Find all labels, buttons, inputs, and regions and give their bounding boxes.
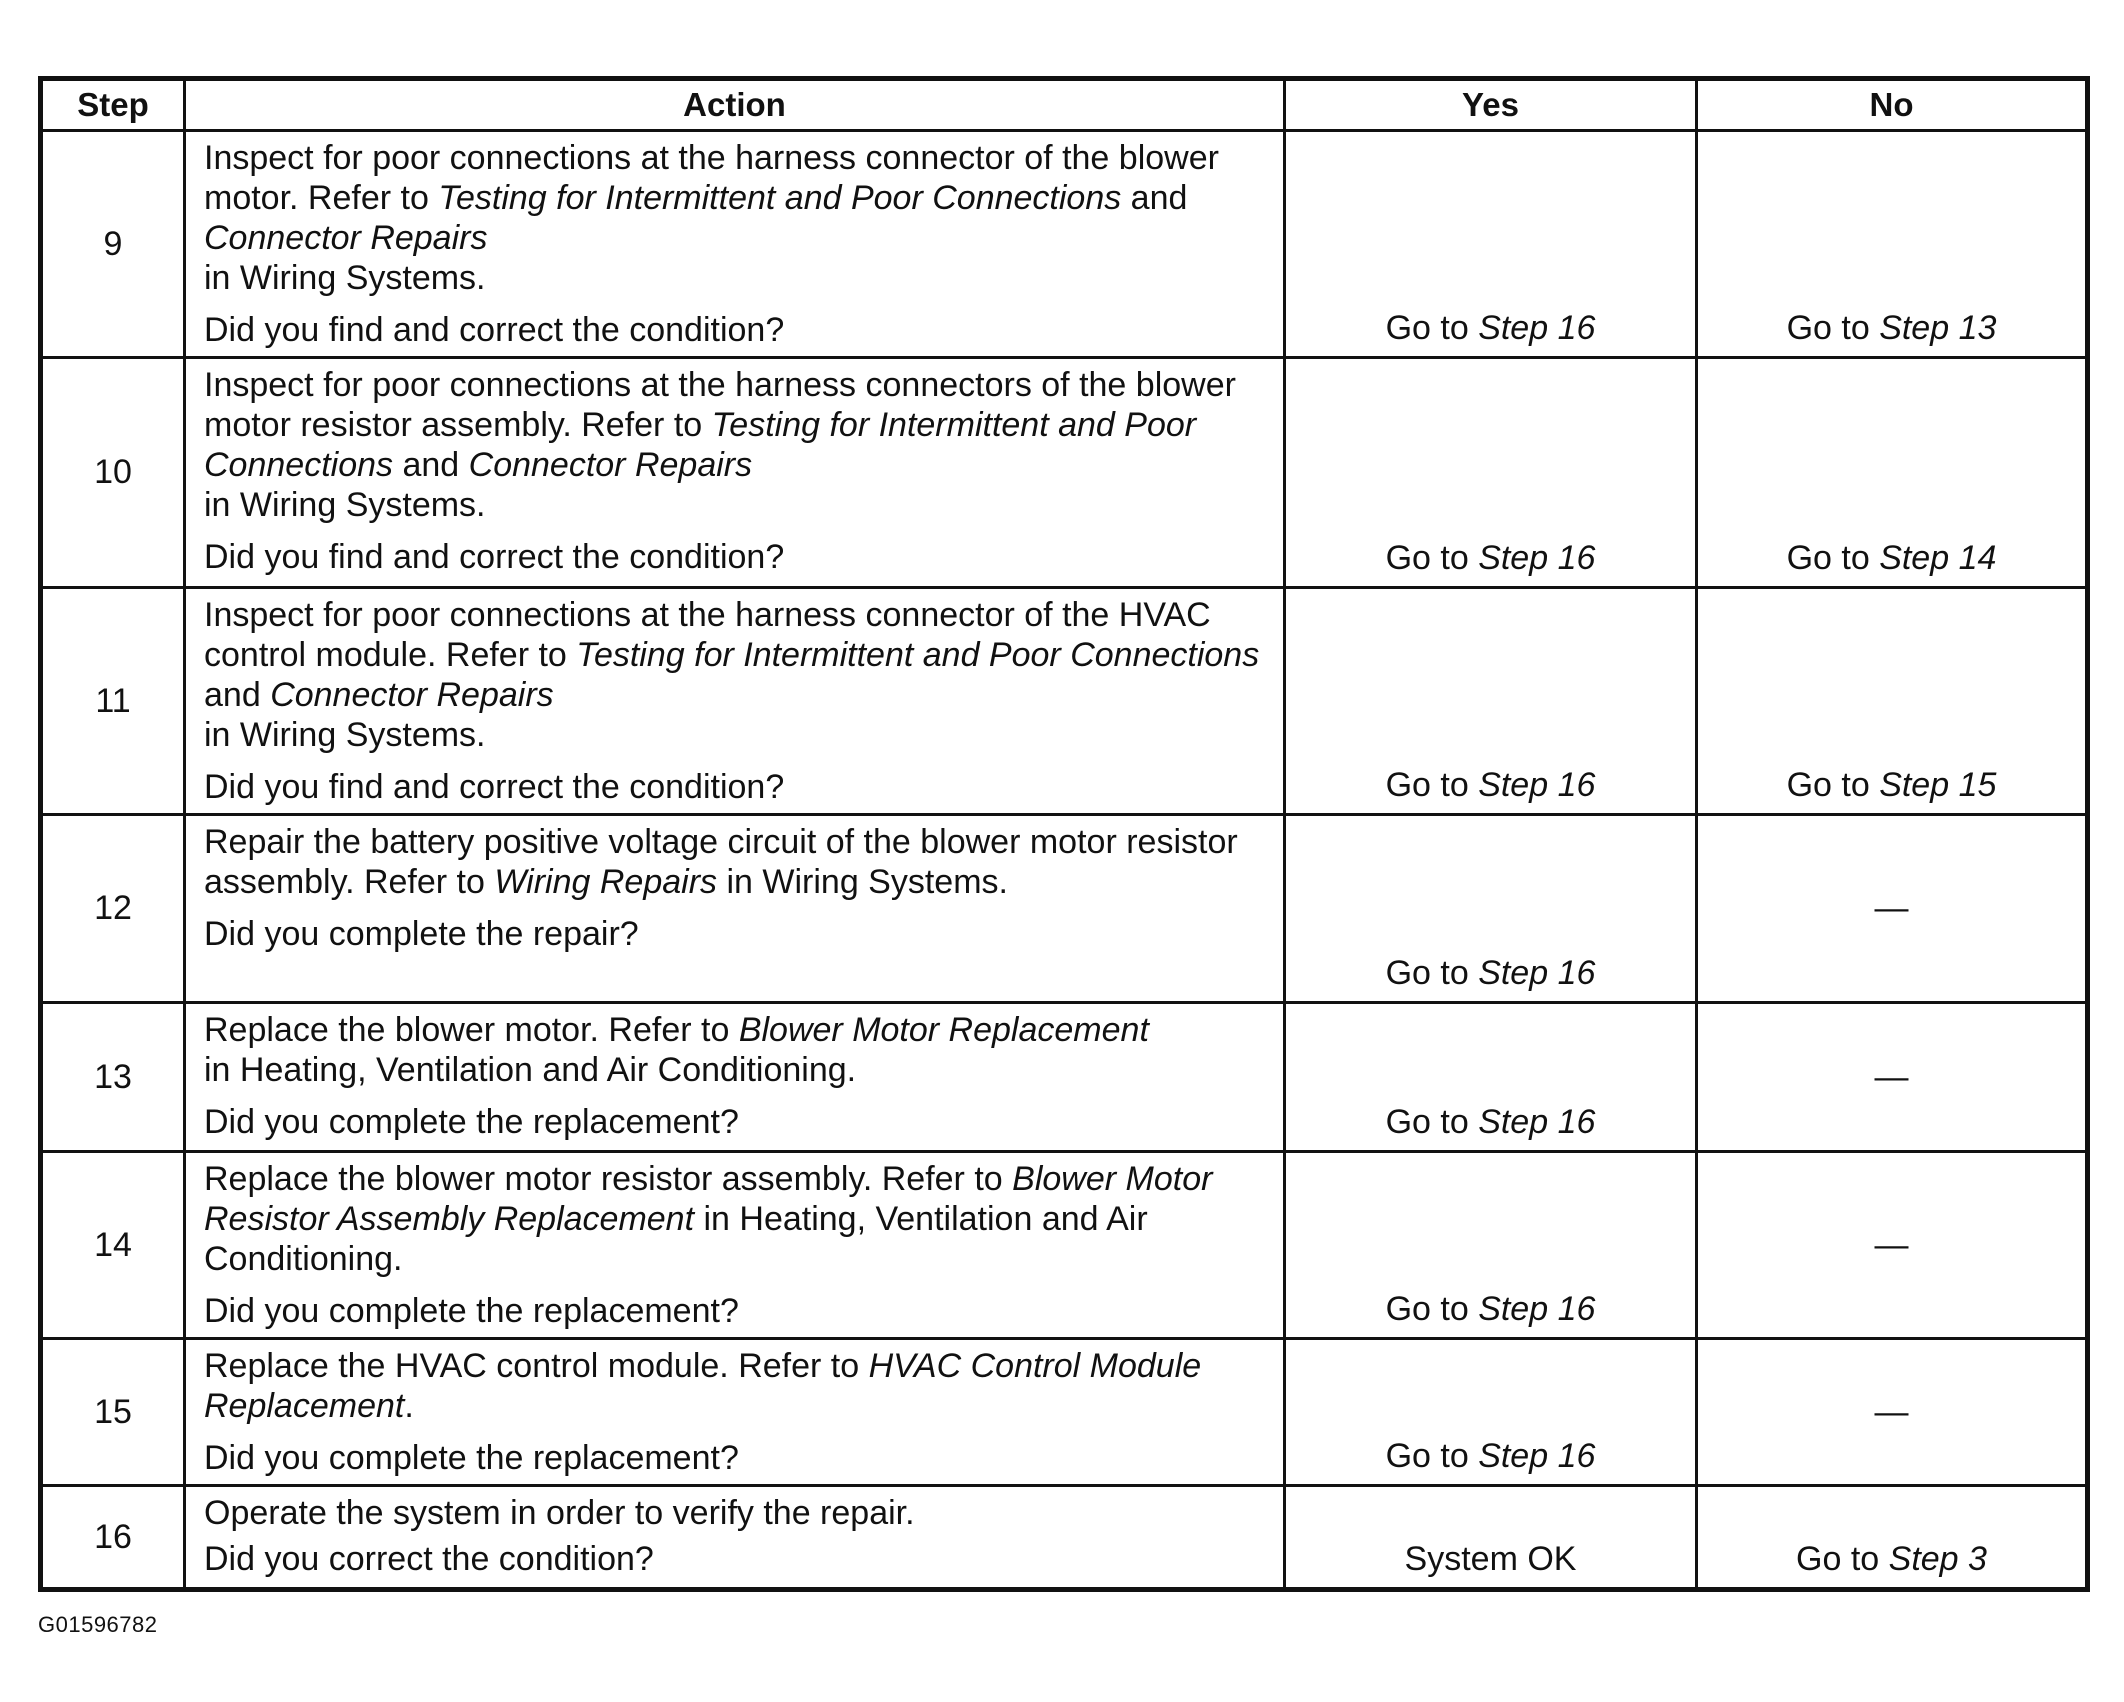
- step-number: 11: [41, 588, 185, 815]
- yes-cell: Go to Step 16: [1285, 815, 1697, 1003]
- action-description: Replace the blower motor resistor assembly. Refer to Blower Motor Resistor Assembly Replacement in Heating, Ventilation and Air Conditioning.: [204, 1160, 1213, 1278]
- no-cell: —: [1697, 1152, 2088, 1339]
- action-description: Operate the system in order to verify the repair.: [204, 1494, 915, 1532]
- table-row: [41, 1486, 2088, 1590]
- action-question: Did you find and correct the condition?: [204, 768, 785, 806]
- action-description: Inspect for poor connections at the harness connectors of the blower motor resistor assembly. Refer to Testing for Intermittent and Poor Connections and Connector Repairs in Wiring Systems.: [204, 366, 1236, 524]
- table-row: [41, 588, 2088, 815]
- yes-cell: Go to Step 16: [1285, 1339, 1697, 1486]
- table-row: [41, 1003, 2088, 1152]
- no-cell: —: [1697, 815, 2088, 1003]
- figure-id: G01596782: [38, 1612, 158, 1637]
- action-cell: [185, 358, 1285, 588]
- yes-cell: Go to Step 16: [1285, 358, 1697, 588]
- step-number: 14: [41, 1152, 185, 1339]
- diagnostic-table: [38, 76, 2090, 1592]
- step-number: 12: [41, 815, 185, 1003]
- step-number: 15: [41, 1339, 185, 1486]
- yes-cell: Go to Step 16: [1285, 588, 1697, 815]
- action-cell: [185, 131, 1285, 358]
- table-row: [41, 1152, 2088, 1339]
- action-question: Did you complete the replacement?: [204, 1103, 739, 1141]
- table-row: [41, 131, 2088, 358]
- action-question: Did you find and correct the condition?: [204, 538, 785, 576]
- action-cell: [185, 1003, 1285, 1152]
- header-action: Action: [185, 79, 1285, 131]
- action-cell: [185, 815, 1285, 1003]
- table-row: [41, 815, 2088, 1003]
- action-question: Did you find and correct the condition?: [204, 311, 785, 349]
- action-cell: [185, 1152, 1285, 1339]
- no-cell: —: [1697, 1003, 2088, 1152]
- action-question: Did you complete the replacement?: [204, 1292, 739, 1330]
- header-no: No: [1697, 79, 2088, 131]
- action-description: Inspect for poor connections at the harness connector of the HVAC control module. Refer to Testing for Intermittent and Poor Connections and Connector Repairs in Wiring Systems.: [204, 596, 1260, 754]
- action-description: Repair the battery positive voltage circuit of the blower motor resistor assembly. Refer to Wiring Repairs in Wiring Systems.: [204, 823, 1238, 901]
- action-cell: [185, 1486, 1285, 1590]
- action-description: Inspect for poor connections at the harness connector of the blower motor. Refer to Testing for Intermittent and Poor Connections and Connector Repairs in Wiring Systems.: [204, 139, 1219, 297]
- table-row: [41, 1339, 2088, 1486]
- no-cell: Go to Step 3: [1697, 1486, 2088, 1590]
- table-row: [41, 358, 2088, 588]
- action-question: Did you complete the replacement?: [204, 1439, 739, 1477]
- step-number: 10: [41, 358, 185, 588]
- action-cell: [185, 588, 1285, 815]
- yes-cell: Go to Step 16: [1285, 1152, 1697, 1339]
- action-description: Replace the HVAC control module. Refer to HVAC Control Module Replacement.: [204, 1347, 1202, 1425]
- header-step: Step: [41, 79, 185, 131]
- no-cell: Go to Step 14: [1697, 358, 2088, 588]
- action-question: Did you complete the repair?: [204, 915, 639, 953]
- no-cell: Go to Step 13: [1697, 131, 2088, 358]
- header-yes: Yes: [1285, 79, 1697, 131]
- diagnostic-table-container: [38, 76, 2090, 1592]
- yes-cell: System OK: [1285, 1486, 1697, 1590]
- no-cell: —: [1697, 1339, 2088, 1486]
- step-number: 16: [41, 1486, 185, 1590]
- action-question: Did you correct the condition?: [204, 1540, 654, 1578]
- yes-cell: Go to Step 16: [1285, 131, 1697, 358]
- step-number: 9: [41, 131, 185, 358]
- step-number: 13: [41, 1003, 185, 1152]
- action-cell: [185, 1339, 1285, 1486]
- no-cell: Go to Step 15: [1697, 588, 2088, 815]
- yes-cell: Go to Step 16: [1285, 1003, 1697, 1152]
- action-description: Replace the blower motor. Refer to Blower Motor Replacement in Heating, Ventilation and Air Conditioning.: [204, 1011, 1149, 1089]
- table-header-row: [41, 79, 2088, 131]
